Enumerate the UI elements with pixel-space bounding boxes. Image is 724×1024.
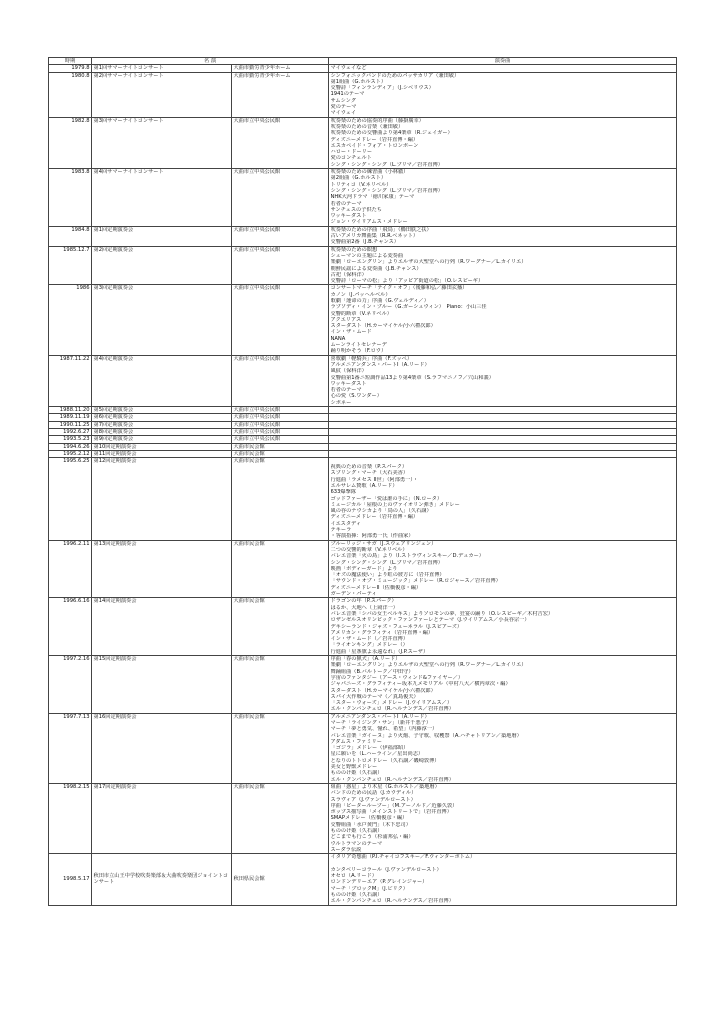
program-list xyxy=(329,783,677,853)
program-item: 宇宙のファンタジー（アース・ウィンド&ファイヤー／） xyxy=(330,674,464,681)
concert-name: 第10回定期演奏会 xyxy=(92,443,232,450)
program-list xyxy=(329,421,677,428)
program-item: カノン（J.パッヘルベル） xyxy=(330,291,391,298)
program-item: 舞踊組曲（B.バルトーク／中田守） xyxy=(330,668,414,675)
table-body xyxy=(49,65,677,905)
table-row xyxy=(49,414,677,421)
program-item: 行進曲「ラメセス II世」（阿部勇一）・ xyxy=(330,476,419,483)
program-item: 楽劇「ローエングリン」よりエルザの大聖堂への行列（R.ワーグナー／L.カイリエ） xyxy=(330,662,527,669)
program-item: 朝鮮民謡による変奏曲（J.B.チャンス） xyxy=(330,265,422,272)
table-row xyxy=(49,450,677,457)
concert-date: 1989.11.19 xyxy=(49,414,92,421)
program-item: イン・ザ・ムード（／岩井直博） xyxy=(330,636,409,643)
concert-date: 1992.6.27 xyxy=(49,428,92,435)
program-item: アルメニアンダンス・パートI（A.リード） xyxy=(330,713,430,720)
concert-name: 第3回定期演奏会 xyxy=(92,285,232,355)
table-row xyxy=(49,436,677,443)
concert-name: 第3回サマーナイトコンサート xyxy=(92,117,232,168)
program-item: SMAPメドレー（佐橋俊彦・編） xyxy=(330,815,408,822)
program-item: 「サウンド・オブ・ミュージック」メドレー（R.ロジャース／岩井直博） xyxy=(330,578,501,585)
program-item: 踊り明かそう（F.ロウ） xyxy=(330,348,387,355)
concert-name: 第4回定期演奏会 xyxy=(92,355,232,406)
program-list xyxy=(329,854,677,905)
concert-name: 第9回定期演奏会 xyxy=(92,436,232,443)
concert-venue: 秋田県民会館 xyxy=(232,854,329,905)
program-item: 喜歌劇「軽騎兵」序曲（F.ズッペ） xyxy=(330,355,413,362)
concert-venue: 大曲市民会館 xyxy=(232,443,329,450)
program-item xyxy=(331,444,675,450)
program-item: オセロ（A.リード） xyxy=(330,873,377,880)
program-item: もののけ姫（久石譲） xyxy=(330,828,383,835)
concert-venue: 大曲市勤労青少年ホーム xyxy=(232,72,329,117)
program-item: 星に願いを（L.ハーライン／星出尚志） xyxy=(330,751,424,758)
program-item: マーチ「ライジング・サン」（新井千悪子） xyxy=(330,719,432,726)
table-row xyxy=(49,285,677,355)
program-item: マイウェイ xyxy=(330,110,357,117)
header-program: 演奏曲 xyxy=(329,58,677,65)
program-item: ワッキーダスト xyxy=(330,380,367,387)
program-item: デキシーランド・ジャズ・フューネラル（J.スピアーズ） xyxy=(330,623,463,630)
program-item: ドラゴンの年（P.スパーク） xyxy=(330,598,397,605)
program-item: ジョン・ウイリアムス・メドレー xyxy=(330,219,408,226)
program-item: アメリカン・グラフィティ（岩井直博・編） xyxy=(330,629,434,636)
concert-date: 1993.5.23 xyxy=(49,436,92,443)
concert-venue: 大曲市立中央公民館 xyxy=(232,246,329,285)
concert-date: 1998.5.17 xyxy=(49,854,92,905)
program-item: ハロー・ドーリー xyxy=(330,149,373,156)
program-item: トリティコ（V.ネリベル） xyxy=(330,181,392,188)
program-list xyxy=(329,540,677,598)
program-list xyxy=(329,226,677,246)
program-item: NANA xyxy=(330,335,346,342)
program-item: 吹奏楽のための練習曲（小林徹） xyxy=(330,169,409,176)
table-row xyxy=(49,656,677,714)
program-item: ロンドンデリーエア（P.グレインジャー） xyxy=(330,879,428,886)
program-item xyxy=(331,407,675,413)
program-item: テキーラ xyxy=(330,527,352,534)
program-item: サンチェスの子供たち xyxy=(330,206,382,213)
program-item: イン・ザ・ムード xyxy=(330,329,372,336)
program-item: はるか、大地へ（上岡洋一） xyxy=(330,604,398,611)
program-list xyxy=(329,656,677,714)
concert-date: 1998.2.15 xyxy=(49,783,92,853)
program-item: ブルーリッジ・サガ（J.スウェアリンジェン） xyxy=(330,540,437,547)
header-date: 時期 xyxy=(49,58,92,65)
concert-name: 第2回定期演奏会 xyxy=(92,246,232,285)
program-item: ラプソディ・イン・ブルー（G.ガーシュウィン） Piano：小山三佳 xyxy=(330,304,487,311)
concert-date: 1979.8 xyxy=(49,65,92,72)
program-item: 「ライオンキング」メドレー（） xyxy=(330,642,408,649)
program-item: バレエ音楽「火の鳥」より（I.ストラヴィンスキー／D.デュカー） xyxy=(330,553,484,560)
table-row xyxy=(49,407,677,414)
program-item: シボネー xyxy=(330,399,352,406)
concert-name: 第4回サマーナイトコンサート xyxy=(92,169,232,227)
table-row xyxy=(49,355,677,406)
program-item: 633爆撃隊 xyxy=(330,489,356,496)
program-item: シング・シング・シング（L.プリマ／岩井直博） xyxy=(330,559,443,566)
concert-venue: 大曲市民会館 xyxy=(232,783,329,853)
program-item: 風紋（保科洋） xyxy=(330,368,367,375)
program-item xyxy=(331,451,675,457)
program-item: もののけ姫（久石譲） xyxy=(330,770,383,777)
program-item: ガーデン・パーティ xyxy=(330,591,377,598)
program-item: アルメニアンダンス・パートI（A.リード） xyxy=(330,361,430,368)
program-item: スーダラ伝説 xyxy=(330,846,362,853)
concert-name: 秋田市立山王中学校吹奏楽部＆大曲吹奏楽団ジョイントコンサート xyxy=(92,854,232,905)
program-item: 若者のテーマ xyxy=(330,387,362,394)
program-item: エル・クンバンチェロ（R.ヘルナンデス／岩井直博） xyxy=(330,706,454,713)
program-item: イタリア奇想曲（P.I.チャイコフスキー／F.ウィンターボトム） xyxy=(330,854,476,861)
program-item: エルサレム賛歌（A.リード） xyxy=(330,483,398,489)
program-item: シング・シング・シング（L.プリマ／岩井直博） xyxy=(330,161,443,168)
concert-venue: 大曲市立中央公民館 xyxy=(232,226,329,246)
concert-venue: 大曲市立中央公民館 xyxy=(232,428,329,435)
program-item: シンフォニックバンドのためのパッサカリア（兼田敏） xyxy=(330,72,460,79)
concert-venue: 大曲市立中央公民館 xyxy=(232,436,329,443)
concert-date: 1980.8 xyxy=(49,72,92,117)
program-item: ・客演指揮：阿部勇一氏（作曲家） xyxy=(330,533,414,540)
concert-date: 1984.8 xyxy=(49,226,92,246)
program-item: 「オズの魔法使い」より虹の彼方に（岩井直博） xyxy=(330,572,445,579)
program-item: バンドのための民話（J.カウディル） xyxy=(330,790,417,797)
program-item: 交響組曲「水戸黄門」（木下忠司） xyxy=(330,821,411,828)
concert-date: 1994.6.26 xyxy=(49,443,92,450)
program-item: アクエリアス xyxy=(330,316,362,323)
concert-name: 第16回定期演奏会 xyxy=(92,713,232,783)
table-row xyxy=(49,854,677,905)
concert-venue: 大曲市立中央公民館 xyxy=(232,421,329,428)
program-list xyxy=(329,428,677,435)
concert-date: 1982.8 xyxy=(49,117,92,168)
program-item: 祝典のための音楽（P.スパーク） xyxy=(330,464,408,471)
program-item: サムシング xyxy=(330,97,356,104)
concert-name: 第17回定期演奏会 xyxy=(92,783,232,853)
program-item: ロザンゼルスオリンピック・ファンファーレとテーマ（J.ウイリアムス／小長谷宗一） xyxy=(330,617,530,624)
concert-venue: 大曲市立中央公民館 xyxy=(232,355,329,406)
concert-date: 1987.11.22 xyxy=(49,355,92,406)
program-item: 交響詩「フィンランディア」（J.シベリウス） xyxy=(330,85,434,92)
table-row xyxy=(49,713,677,783)
program-item: ディズニーメドレーII（佐橋俊彦・編） xyxy=(330,584,422,591)
program-list xyxy=(329,65,677,72)
concert-date: 1985.12.7 xyxy=(49,246,92,285)
program-item: 古いアメリカ舞曲集（R.R.ベネット） xyxy=(330,233,419,240)
program-item: バレエ音楽「ガイーヌ」より火焔、子守歌、収穫祭（A.ハチャトリアン／築地暦） xyxy=(330,732,522,739)
program-item: 第1組曲（G.ホルスト） xyxy=(330,78,387,85)
program-item: 交響曲第2番（J.B.チャンス） xyxy=(330,239,399,246)
program-item: シング・シング・シング（L.プリマ／岩井直博） xyxy=(330,187,443,194)
program-item xyxy=(331,429,675,435)
program-item: エル・クンバンチェロ（R.ヘルナンデス／岩井直博） xyxy=(330,776,454,783)
program-item: 1941のテーマ xyxy=(330,91,365,98)
concert-venue: 大曲市民会館 xyxy=(232,656,329,714)
program-item: 風の谷のナウシカより「鳥の人」（久石譲） xyxy=(330,508,432,515)
concert-venue: 大曲市立中央公民館 xyxy=(232,169,329,227)
program-item: もののけ姫（久石譲） xyxy=(330,892,383,898)
program-item: スラヴィア（J.ヴァンデルロースト） xyxy=(330,796,416,803)
concert-name: 第1回定期演奏会 xyxy=(92,226,232,246)
program-list xyxy=(329,598,677,656)
program-item: 序曲「春の猟犬」（A.リード） xyxy=(330,656,401,663)
program-item: スターダスト（H.カーマイケル/小六禮次郎） xyxy=(330,687,436,694)
program-item: 吹奏楽のための交響曲より第4楽章（R.ジェイガー） xyxy=(330,130,453,137)
program-item: 美女と野獣メドレー xyxy=(330,764,378,771)
concert-name: 第12回定期演奏会 xyxy=(92,458,232,541)
program-list xyxy=(329,450,677,457)
program-list xyxy=(329,436,677,443)
program-item xyxy=(331,414,675,420)
concert-date: 1997.7.13 xyxy=(49,713,92,783)
concert-name: 第11回定期演奏会 xyxy=(92,450,232,457)
table-row xyxy=(49,117,677,168)
program-item: シューマンの主題による変奏曲 xyxy=(330,252,404,259)
program-item: 序曲「ピーターループー」（M.アーノルド／近藤久敦） xyxy=(330,802,458,809)
program-list xyxy=(329,443,677,450)
concert-venue: 大曲市民会館 xyxy=(232,540,329,598)
concert-venue: 大曲市民会館 xyxy=(232,450,329,457)
program-list xyxy=(329,117,677,168)
program-item: スターダスト（H.カーマイケル/小六禮次郎） xyxy=(330,323,436,330)
program-item: 愛のコンチェルト xyxy=(330,155,372,162)
program-item: アダムス・ファミリー xyxy=(330,738,382,745)
table-row xyxy=(49,783,677,853)
concert-name: 第6回定期演奏会 xyxy=(92,414,232,421)
program-list xyxy=(329,355,677,406)
table-header xyxy=(49,58,677,65)
concert-name: 第5回定期演奏会 xyxy=(92,407,232,414)
concert-date: 1990.11.25 xyxy=(49,421,92,428)
concert-name: 第8回定期演奏会 xyxy=(92,428,232,435)
concert-venue: 大曲市勤労青少年ホーム xyxy=(232,65,329,72)
concert-history-table xyxy=(48,57,677,906)
program-item: ゴッドファーザー「愛は誰の手に」（N.ロータ） xyxy=(330,495,443,502)
program-item: マーチ「ブロックM」（J.ビリク） xyxy=(330,885,408,892)
concert-venue: 大曲市立中央公民館 xyxy=(232,407,329,414)
program-item: ディズニーメドレー（岩井直博・編） xyxy=(330,136,419,143)
program-item: ミュージカル「屋根の上のヴァイオリン弾き」メドレー xyxy=(330,501,460,508)
table-row xyxy=(49,540,677,598)
concert-venue: 大曲市立中央公民館 xyxy=(232,285,329,355)
program-item: 歌劇「運命の力」序曲（G.ヴェルディ／） xyxy=(330,297,429,304)
program-item: 吹奏楽のための序曲「飛鳥」（櫛田胅之扶） xyxy=(330,226,432,233)
program-item: 吹奏楽のための瞑想 xyxy=(330,246,378,253)
program-item: ポップス描写曲「メインストリートで」（岩井直博） xyxy=(330,809,452,816)
concert-date: 1997.2.16 xyxy=(49,656,92,714)
concert-venue: 大曲市民会館 xyxy=(232,598,329,656)
program-item: 二つの交響的断章（V.ネリベル） xyxy=(330,546,408,553)
program-list xyxy=(329,407,677,414)
concert-name: 第2回サマーナイトコンサート xyxy=(92,72,232,117)
program-item: 若者のテーマ xyxy=(330,200,362,207)
concert-name: 第14回定期演奏会 xyxy=(92,598,232,656)
table-row xyxy=(49,421,677,428)
table-row xyxy=(49,443,677,450)
concert-date: 1996.2.11 xyxy=(49,540,92,598)
program-item: マーチ「夢と勇気、憧れ、希望」（内藤淳一） xyxy=(330,726,438,733)
program-item: マイウェイなど xyxy=(330,65,367,72)
program-item: 楽劇「ローエングリン」よりエルザの大聖堂への行列（R.ワーグナー／L.カイリエ） xyxy=(330,259,527,266)
concert-name: 第13回定期演奏会 xyxy=(92,540,232,598)
program-item: 愛のテーマ xyxy=(330,104,357,111)
concert-venue: 大曲市立中央公民館 xyxy=(232,414,329,421)
concert-venue: 大曲市立中央公民館 xyxy=(232,117,329,168)
program-item: バレエ音楽「シバの女王ベルキス」よりソロモンの夢、狂宴の踊り（O.レスピーギ／木村吉宏） xyxy=(330,610,554,617)
program-item: 組曲「惑星」より木星（G.ホルスト／築地暦） xyxy=(330,783,440,790)
table-row xyxy=(49,246,677,285)
program-list xyxy=(329,169,677,227)
header-name: 名 演 xyxy=(92,58,329,65)
program-item: 吹奏楽のための音楽（兼田敏） xyxy=(330,123,404,130)
concert-date: 1995.2.12 xyxy=(49,450,92,457)
table-row xyxy=(49,428,677,435)
concert-date: 1986 xyxy=(49,285,92,355)
program-item: 行進曲「星条旗よ永遠なれ」（J.P.スーザ） xyxy=(330,648,429,655)
program-list xyxy=(329,72,677,117)
program-item: エル・クンバンチェロ（R.ヘルナンデス／岩井直博） xyxy=(330,898,454,905)
program-item: カンタベリーコラール（J.ヴァンデルロースト） xyxy=(330,866,442,873)
concert-date: 1995.6.25 xyxy=(49,458,92,541)
program-item xyxy=(331,436,675,442)
program-list xyxy=(329,713,677,783)
program-item: 第2組曲（G.ホルスト） xyxy=(330,175,387,182)
table-row xyxy=(49,598,677,656)
program-item: 「ゴジラ」メドレー（伊福部昭） xyxy=(330,745,409,752)
program-item xyxy=(331,422,675,428)
table-row xyxy=(49,169,677,227)
concert-date: 1983.8 xyxy=(49,169,92,227)
table-row xyxy=(49,65,677,72)
concert-date: 1988.11.20 xyxy=(49,407,92,414)
concert-name: 第15回定期演奏会 xyxy=(92,656,232,714)
table-row xyxy=(49,458,677,541)
program-item: 心の愛（S.ワンダー） xyxy=(330,393,382,400)
program-list xyxy=(329,285,677,355)
program-item: ジャパニーズ・グラフィティー坂本九メモリアル（中村八大／横内章次・編） xyxy=(330,681,511,688)
program-item: 交響詩「ローマの松」より「アッピア街道の松」（O.レスピーギ） xyxy=(330,278,484,285)
program-item: 「スター・ウォーズ」メドレー（J.ウイリアムス／） xyxy=(330,700,453,707)
concert-venue: 大曲市民会館 xyxy=(232,713,329,783)
program-item: 古祀（保科洋） xyxy=(330,271,367,278)
program-item: ムーンライトセレナーデ xyxy=(330,342,387,349)
concert-date: 1996.6.16 xyxy=(49,598,92,656)
concert-name: 第1回サマーナイトコンサート xyxy=(92,65,232,72)
program-item: どこまでも行こう（杉浦邦弘・編） xyxy=(330,834,414,841)
program-item: 吹奏楽のための協奏的序曲（藤掛廣幸） xyxy=(330,117,424,124)
program-item: NHK大河ドラマ「徳川家康」テーマ xyxy=(330,194,415,201)
program-list xyxy=(329,414,677,421)
program-item: ディズニーメドレー（岩井直博・編） xyxy=(330,514,419,521)
program-item: 交響的断章（V.ネリベル） xyxy=(330,310,392,317)
program-item: スパイ大作戦のテーマ（／真島俊夫） xyxy=(330,693,419,700)
program-item: ワッキーダスト xyxy=(330,213,367,220)
program-item: 交響曲第1番ニ短調作品13より第4楽章（S.ラフマニノフ／穴山和義） xyxy=(330,374,494,381)
program-item: 映画「ボディーガード」より xyxy=(330,565,398,572)
program-item: ウルトラマンのテーマ xyxy=(330,840,383,847)
program-item: エスカペイド・フォア・トロンボーン xyxy=(330,142,419,149)
program-list xyxy=(329,246,677,285)
table-row xyxy=(49,226,677,246)
table-row xyxy=(49,72,677,117)
program-item: イエスタディ xyxy=(330,520,362,527)
program-item: スプリング・マーチ（大石美香） xyxy=(330,470,409,477)
program-item: となりのトトロメドレー（久石譲／磯崎敦博） xyxy=(330,757,440,764)
concert-name: 第7回定期演奏会 xyxy=(92,421,232,428)
program-list xyxy=(329,458,677,541)
concert-venue: 大曲市民会館 xyxy=(232,458,329,541)
program-item: コンサートマーチ「テイク・オフ」（後藤和弘／藤田玄播） xyxy=(330,285,468,292)
